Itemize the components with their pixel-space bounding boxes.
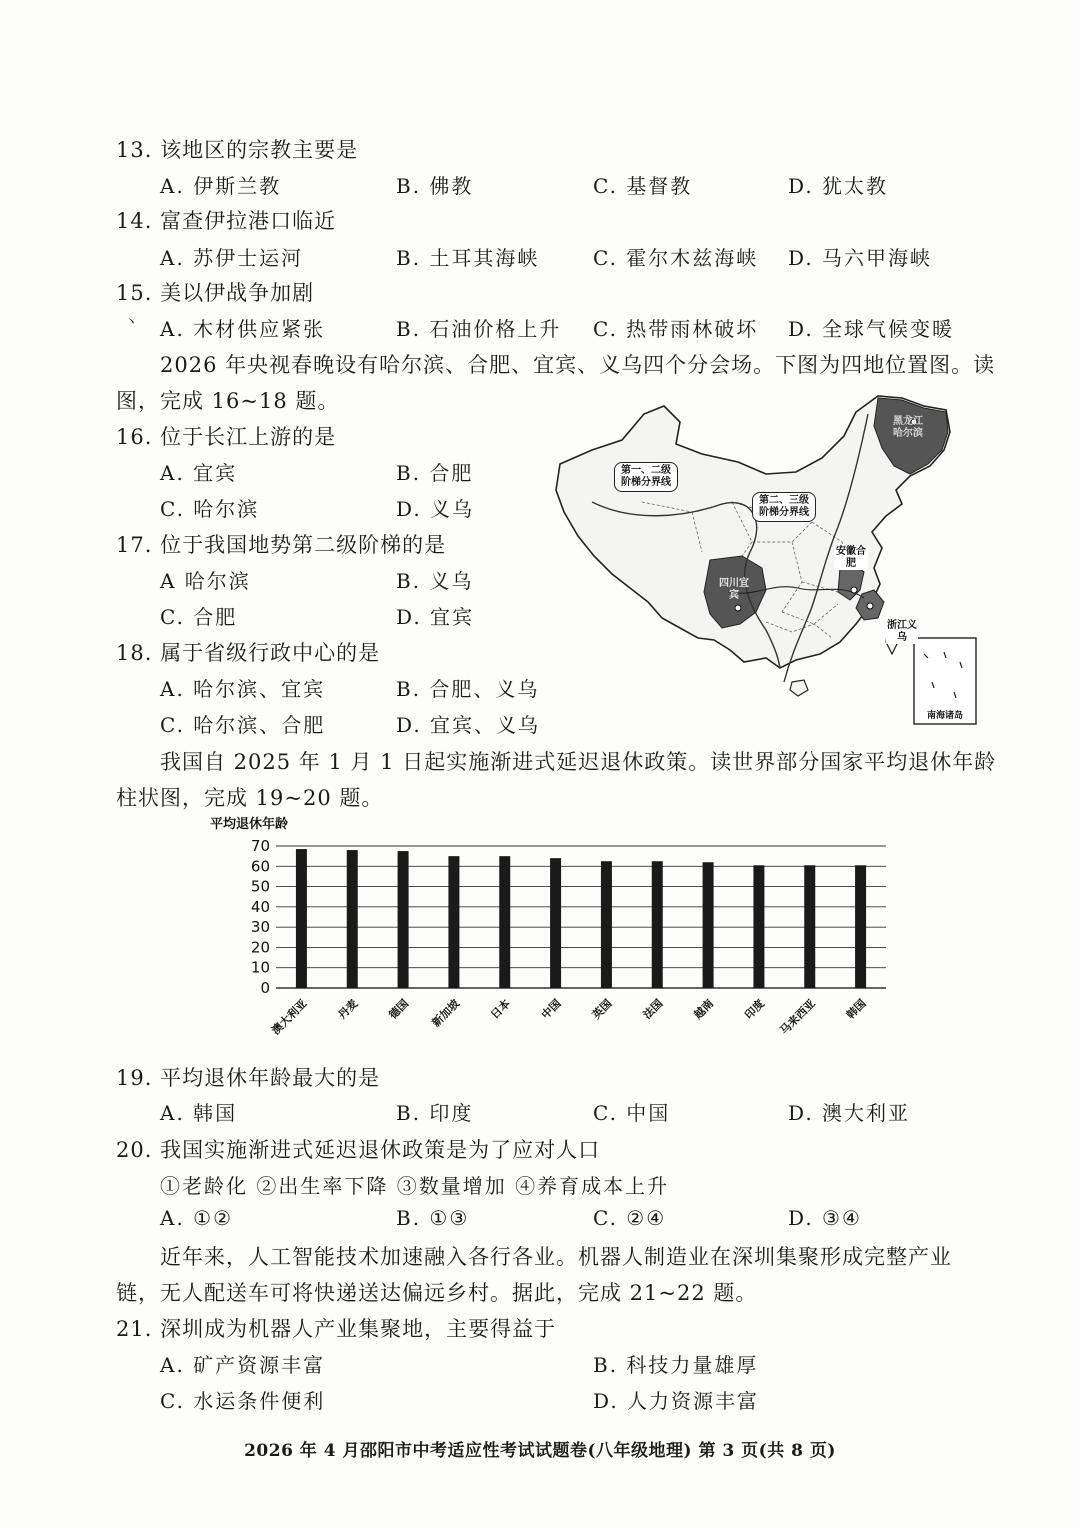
chart-bar [398, 851, 409, 988]
q15-option-a: A. 木材供应紧张 [160, 317, 326, 341]
chart-y-tick-label: 0 [260, 979, 270, 997]
q17-option-b: B. 义乌 [396, 569, 474, 593]
label-step-2-3-boundary: 第二、三级阶梯分界线 [752, 492, 816, 522]
chart-x-tick-label: 越南 [691, 996, 717, 1022]
chart-y-tick-label: 50 [250, 877, 270, 896]
chart-x-tick-label: 新加坡 [429, 996, 463, 1030]
q17-option-d: D. 宜宾 [396, 605, 475, 629]
retirement-age-chart-svg [200, 812, 900, 1062]
q18-option-c: C. 哈尔滨、合肥 [160, 713, 326, 737]
retirement-age-chart [200, 812, 900, 1062]
intro-21-22-line1: 近年来，人工智能技术加速融入各行各业。机器人制造业在深圳集聚形成完整产业 [160, 1245, 952, 1269]
chart-x-tick-label: 法国 [640, 996, 666, 1022]
chart-y-tick-label: 10 [250, 958, 270, 977]
intro-16-18-line2: 图，完成 16~18 题。 [116, 389, 340, 413]
q16-option-a: A. 宜宾 [160, 461, 238, 485]
q19-stem: 19. 平均退休年龄最大的是 [116, 1066, 381, 1090]
chart-y-tick-label: 40 [250, 897, 270, 916]
chart-x-tick-label: 德国 [386, 996, 412, 1022]
chart-bar [652, 861, 663, 988]
q18-stem: 18. 属于省级行政中心的是 [116, 641, 381, 665]
q14-option-c: C. 霍尔木兹海峡 [593, 246, 759, 270]
intro-16-18-line1: 2026 年央视春晚设有哈尔滨、合肥、宜宾、义乌四个分会场。下图为四地位置图。读 [160, 353, 996, 377]
chart-x-tick-label: 澳大利亚 [269, 996, 310, 1038]
q16-option-b: B. 合肥 [396, 461, 474, 485]
q15-stray-mark: 丶 [124, 315, 140, 331]
label-zhejiang-yiwu: 浙江义乌 [887, 620, 917, 643]
chart-bar [855, 865, 866, 988]
page-footer: 2026 年 4 月邵阳市中考适应性考试试题卷(八年级地理) 第 3 页(共 8 页) [244, 1441, 836, 1461]
china-location-map [552, 392, 982, 732]
chart-bar [804, 865, 815, 988]
q13-option-d: D. 犹太教 [788, 174, 889, 198]
chart-bar [448, 856, 459, 988]
chart-x-tick-label: 丹麦 [335, 996, 361, 1022]
q19-option-b: B. 印度 [396, 1101, 474, 1125]
intro-21-22-line2: 链，无人配送车可将快递送达偏远乡村。据此，完成 21~22 题。 [116, 1281, 758, 1305]
q13-option-a: A. 伊斯兰教 [160, 174, 282, 198]
q19-option-d: D. 澳大利亚 [788, 1101, 911, 1125]
q19-option-a: A. 韩国 [160, 1101, 238, 1125]
chart-ylabel: 平均退休年龄 [210, 817, 289, 832]
chart-x-tick-label: 韩国 [843, 996, 869, 1022]
q13-stem: 13. 该地区的宗教主要是 [116, 138, 359, 162]
q18-option-d: D. 宜宾、义乌 [396, 713, 541, 737]
q17-stem: 17. 位于我国地势第二级阶梯的是 [116, 533, 447, 557]
q21-option-b: B. 科技力量雄厚 [593, 1353, 759, 1377]
chart-y-tick-label: 20 [250, 938, 270, 957]
chart-x-tick-label: 英国 [589, 996, 615, 1022]
q17-option-c: C. 合肥 [160, 605, 238, 629]
chart-x-tick-label: 中国 [538, 996, 564, 1022]
q15-option-d: D. 全球气候变暖 [788, 317, 955, 341]
chart-bar [499, 856, 510, 988]
q18-option-b: B. 合肥、义乌 [396, 677, 540, 701]
hainan-island [790, 680, 808, 696]
q21-option-a: A. 矿产资源丰富 [160, 1353, 326, 1377]
label-anhui-hefei: 安徽合肥 [836, 546, 866, 569]
intro-19-20-line2: 柱状图，完成 19~20 题。 [116, 786, 384, 810]
label-sichuan-yibin: 四川宜宾 [719, 578, 749, 601]
chart-bars [296, 849, 866, 988]
q13-option-c: C. 基督教 [593, 174, 693, 198]
label-south-china-sea-islands: 南海诸岛 [926, 711, 963, 721]
q15-option-b: B. 石油价格上升 [396, 317, 562, 341]
q15-option-c: C. 热带雨林破坏 [593, 317, 759, 341]
q16-option-d: D. 义乌 [396, 497, 475, 521]
q14-option-a: A. 苏伊士运河 [160, 246, 304, 270]
intro-19-20-line1: 我国自 2025 年 1 月 1 日起实施渐进式延迟退休政策。读世界部分国家平均退休年龄 [160, 750, 997, 774]
q17-option-a: A 哈尔滨 [160, 569, 251, 593]
chart-x-tick-label: 马来西亚 [777, 996, 818, 1038]
chart-y-tick-label: 70 [250, 837, 270, 855]
q19-option-c: C. 中国 [593, 1101, 671, 1125]
q21-option-c: C. 水运条件便利 [160, 1389, 326, 1413]
q20-option-d: D. ③④ [788, 1206, 862, 1230]
chart-x-tick-label: 印度 [742, 996, 768, 1022]
chart-bar [347, 850, 358, 988]
chart-y-tick-label: 60 [250, 857, 270, 876]
label-heilongjiang-harbin: 黑龙江哈尔滨 [893, 416, 923, 439]
q14-option-b: B. 土耳其海峡 [396, 246, 540, 270]
label-step-1-2-boundary: 第一、二级阶梯分界线 [614, 462, 678, 492]
q16-option-c: C. 哈尔滨 [160, 497, 260, 521]
chart-x-ticks [269, 996, 869, 1038]
q20-option-b: B. ①③ [396, 1206, 470, 1230]
chart-bar [550, 858, 561, 988]
q21-option-d: D. 人力资源丰富 [593, 1389, 760, 1413]
china-map-svg [552, 392, 982, 732]
q14-stem: 14. 富查伊拉港口临近 [116, 209, 337, 233]
q18-option-a: A. 哈尔滨、宜宾 [160, 677, 326, 701]
chart-y-tick-label: 30 [250, 918, 270, 937]
q13-option-b: B. 佛教 [396, 174, 474, 198]
chart-bar [753, 865, 764, 988]
q20-option-a: A. ①② [160, 1206, 234, 1230]
q20-items: ①老龄化 ②出生率下降 ③数量增加 ④养育成本上升 [160, 1174, 670, 1198]
q21-stem: 21. 深圳成为机器人产业集聚地，主要得益于 [116, 1317, 557, 1341]
chart-x-tick-label: 日本 [488, 996, 513, 1022]
chart-gridlines [276, 846, 886, 988]
chart-bar [296, 849, 307, 988]
chart-bar [703, 862, 714, 988]
chart-y-ticks [251, 837, 270, 997]
q20-option-c: C. ②④ [593, 1206, 667, 1230]
q14-option-d: D. 马六甲海峡 [788, 246, 933, 270]
q16-stem: 16. 位于长江上游的是 [116, 425, 337, 449]
q20-stem: 20. 我国实施渐进式延迟退休政策是为了应对人口 [116, 1138, 601, 1162]
chart-bar [601, 861, 612, 988]
q15-stem: 15. 美以伊战争加剧 [116, 281, 315, 305]
